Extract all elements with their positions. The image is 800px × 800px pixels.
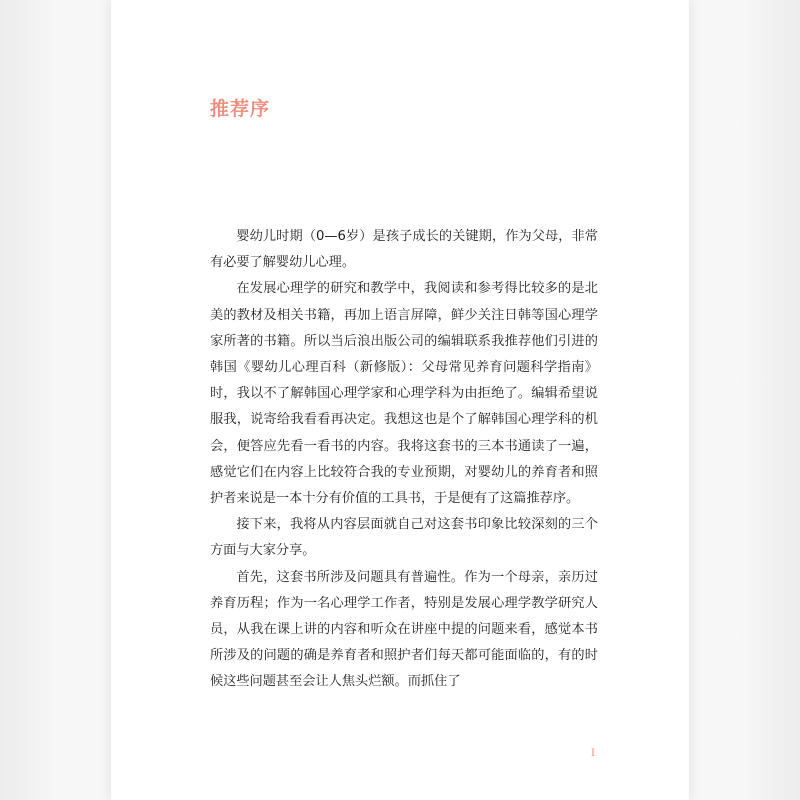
paragraph: 首先，这套书所涉及问题具有普遍性。作为一个母亲，亲历过养育历程；作为一名心理学工作者，特别是发展心理学教学研究人员，从我在课上讲的内容和听众在讲座中提的问题来看，感觉本书所涉及的问题的确是养育者和照护者们每天都可能面临的，有的时候这些问题甚至会让人焦头烂额。而抓住了 bbox=[210, 569, 598, 690]
page-number: I bbox=[591, 748, 595, 759]
page-body bbox=[210, 224, 598, 696]
page-title: 推荐序 bbox=[210, 98, 271, 120]
book-page bbox=[111, 0, 689, 800]
paragraph: 婴幼儿时期（0—6岁）是孩子成长的关键期，作为父母，非常有必要了解婴幼儿心理。 bbox=[210, 229, 598, 271]
paragraph: 接下来，我将从内容层面就自己对这套书印象比较深刻的三个方面与大家分享。 bbox=[210, 517, 598, 559]
paragraph: 在发展心理学的研究和教学中，我阅读和参考得比较多的是北美的教材及相关书籍，再加上语言屏障，鲜少关注日韩等国心理学家所著的书籍。所以当后浪出版公司的编辑联系我推荐他们引进的韩国《婴幼儿心理百科（新修版）：父母常见养育问题科学指南》时，我以不了解韩国心理学家和心理学科为由拒绝了。编辑希望说服我，说寄给我看看再决定。我想这也是个了解韩国心理学科的机会，便答应先看一看书的内容。我将这套书的三本书通读了一遍，感觉它们在内容上比较符合我的专业预期，对婴幼儿的养育者和照护者来说是一本十分有价值的工具书，于是便有了这篇推荐序。 bbox=[210, 281, 598, 507]
